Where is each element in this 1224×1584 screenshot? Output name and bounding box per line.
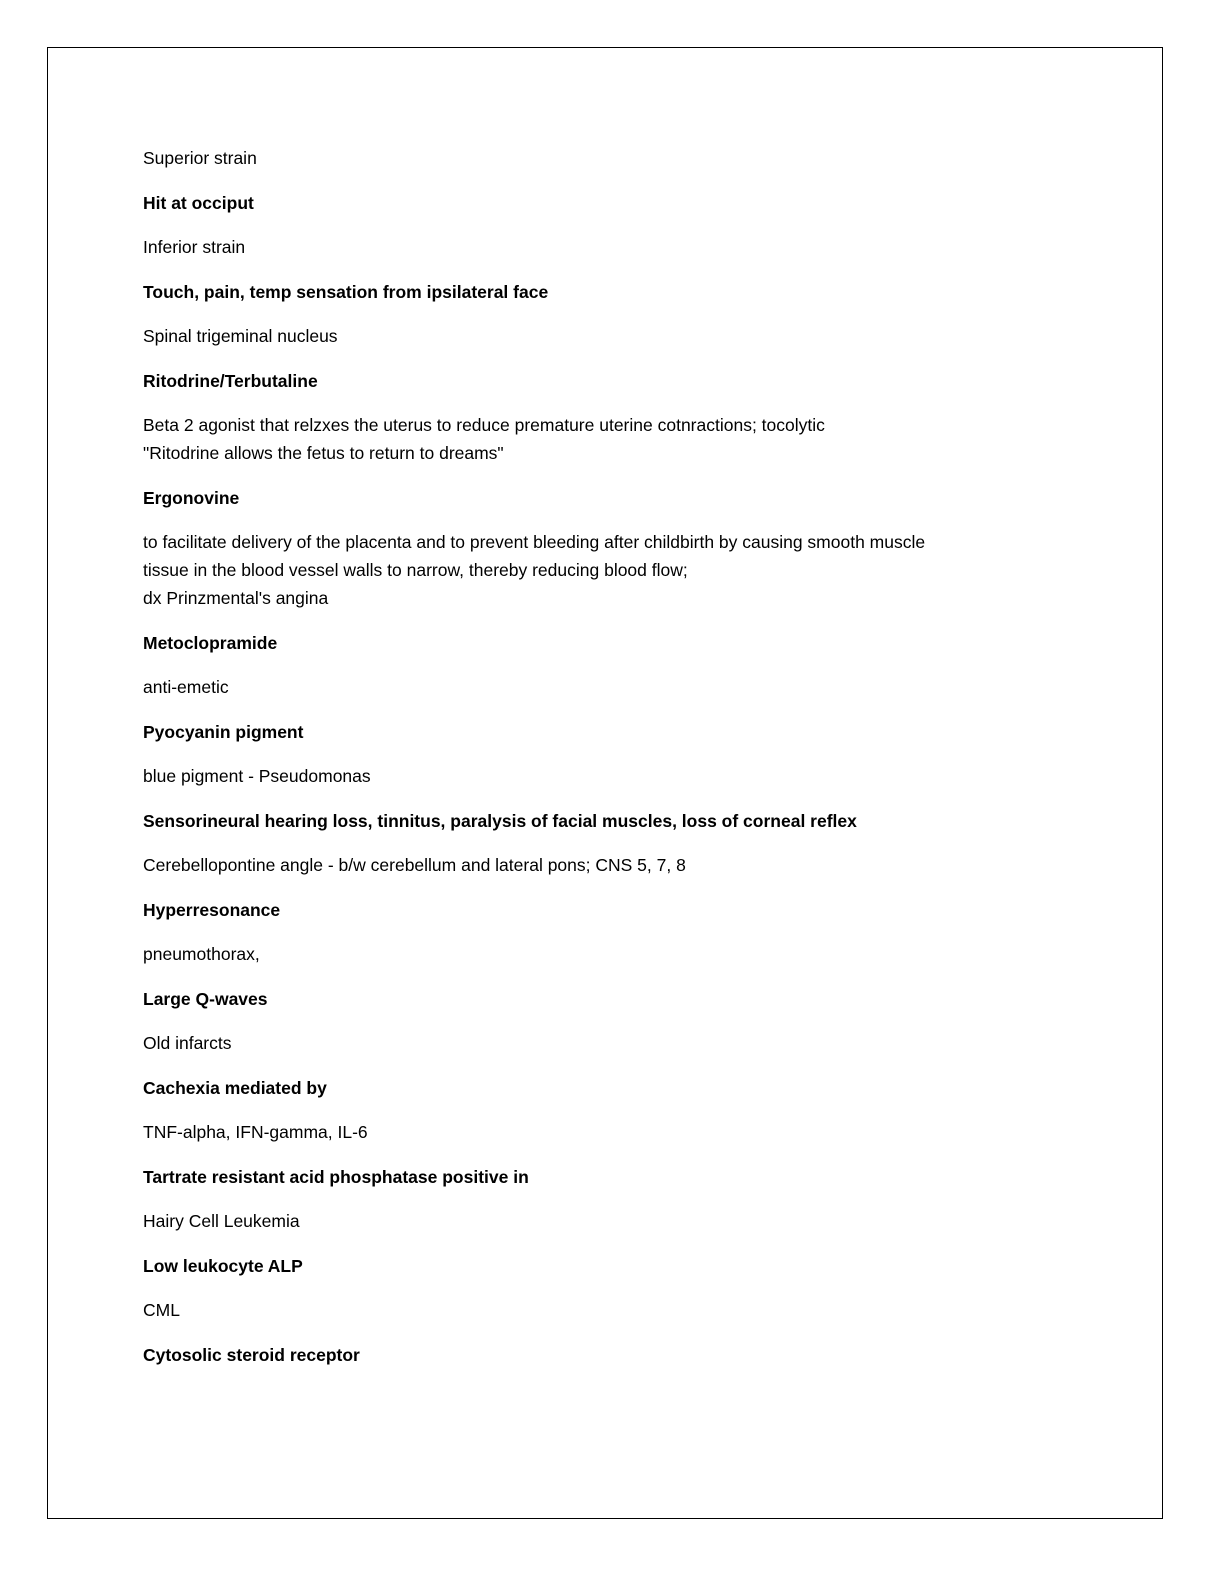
term-text: Touch, pain, temp sensation from ipsilateral face <box>143 281 549 302</box>
definition-text: CML <box>143 1300 180 1320</box>
definition-text: Inferior strain <box>143 237 246 257</box>
definition-text: Hairy Cell Leukemia <box>143 1211 300 1231</box>
definition-text: Old infarcts <box>143 1033 232 1053</box>
definition-text: blue pigment - Pseudomonas <box>143 766 371 786</box>
definition-text: Beta 2 agonist that relzxes the uterus to reduce premature uterine cotnractions; tocolytic "Ritodrine allows the fetus to return to dreams" <box>143 415 825 463</box>
term-text: Ritodrine/Terbutaline <box>143 370 318 391</box>
term-text: Pyocyanin pigment <box>143 721 304 742</box>
term-text: Cytosolic steroid receptor <box>143 1344 360 1365</box>
term-text: Hit at occiput <box>143 192 254 213</box>
definition-text: pneumothorax, <box>143 944 260 964</box>
term-text: Hyperresonance <box>143 899 281 920</box>
definition-text: TNF-alpha, IFN-gamma, IL-6 <box>143 1122 368 1142</box>
term-text: Tartrate resistant acid phosphatase positive in <box>143 1166 529 1187</box>
definition-text: to facilitate delivery of the placenta and to prevent bleeding after childbirth by causing smooth muscle tissue in the blood vessel walls to narrow, thereby reducing blood flow; dx Prinzmental's angina <box>143 532 926 608</box>
term-text: Ergonovine <box>143 487 240 508</box>
term-text: Sensorineural hearing loss, tinnitus, paralysis of facial muscles, loss of corneal reflex <box>143 810 857 831</box>
term-text: Large Q-waves <box>143 988 268 1009</box>
term-text: Low leukocyte ALP <box>143 1255 303 1276</box>
term-text: Metoclopramide <box>143 632 278 653</box>
definition-text: Cerebellopontine angle - b/w cerebellum and lateral pons; CNS 5, 7, 8 <box>143 855 686 875</box>
definition-text: Superior strain <box>143 148 257 168</box>
definition-text: Spinal trigeminal nucleus <box>143 326 338 346</box>
term-text: Cachexia mediated by <box>143 1077 327 1098</box>
definition-text: anti-emetic <box>143 677 229 697</box>
flashcard-list <box>143 144 1083 1385</box>
